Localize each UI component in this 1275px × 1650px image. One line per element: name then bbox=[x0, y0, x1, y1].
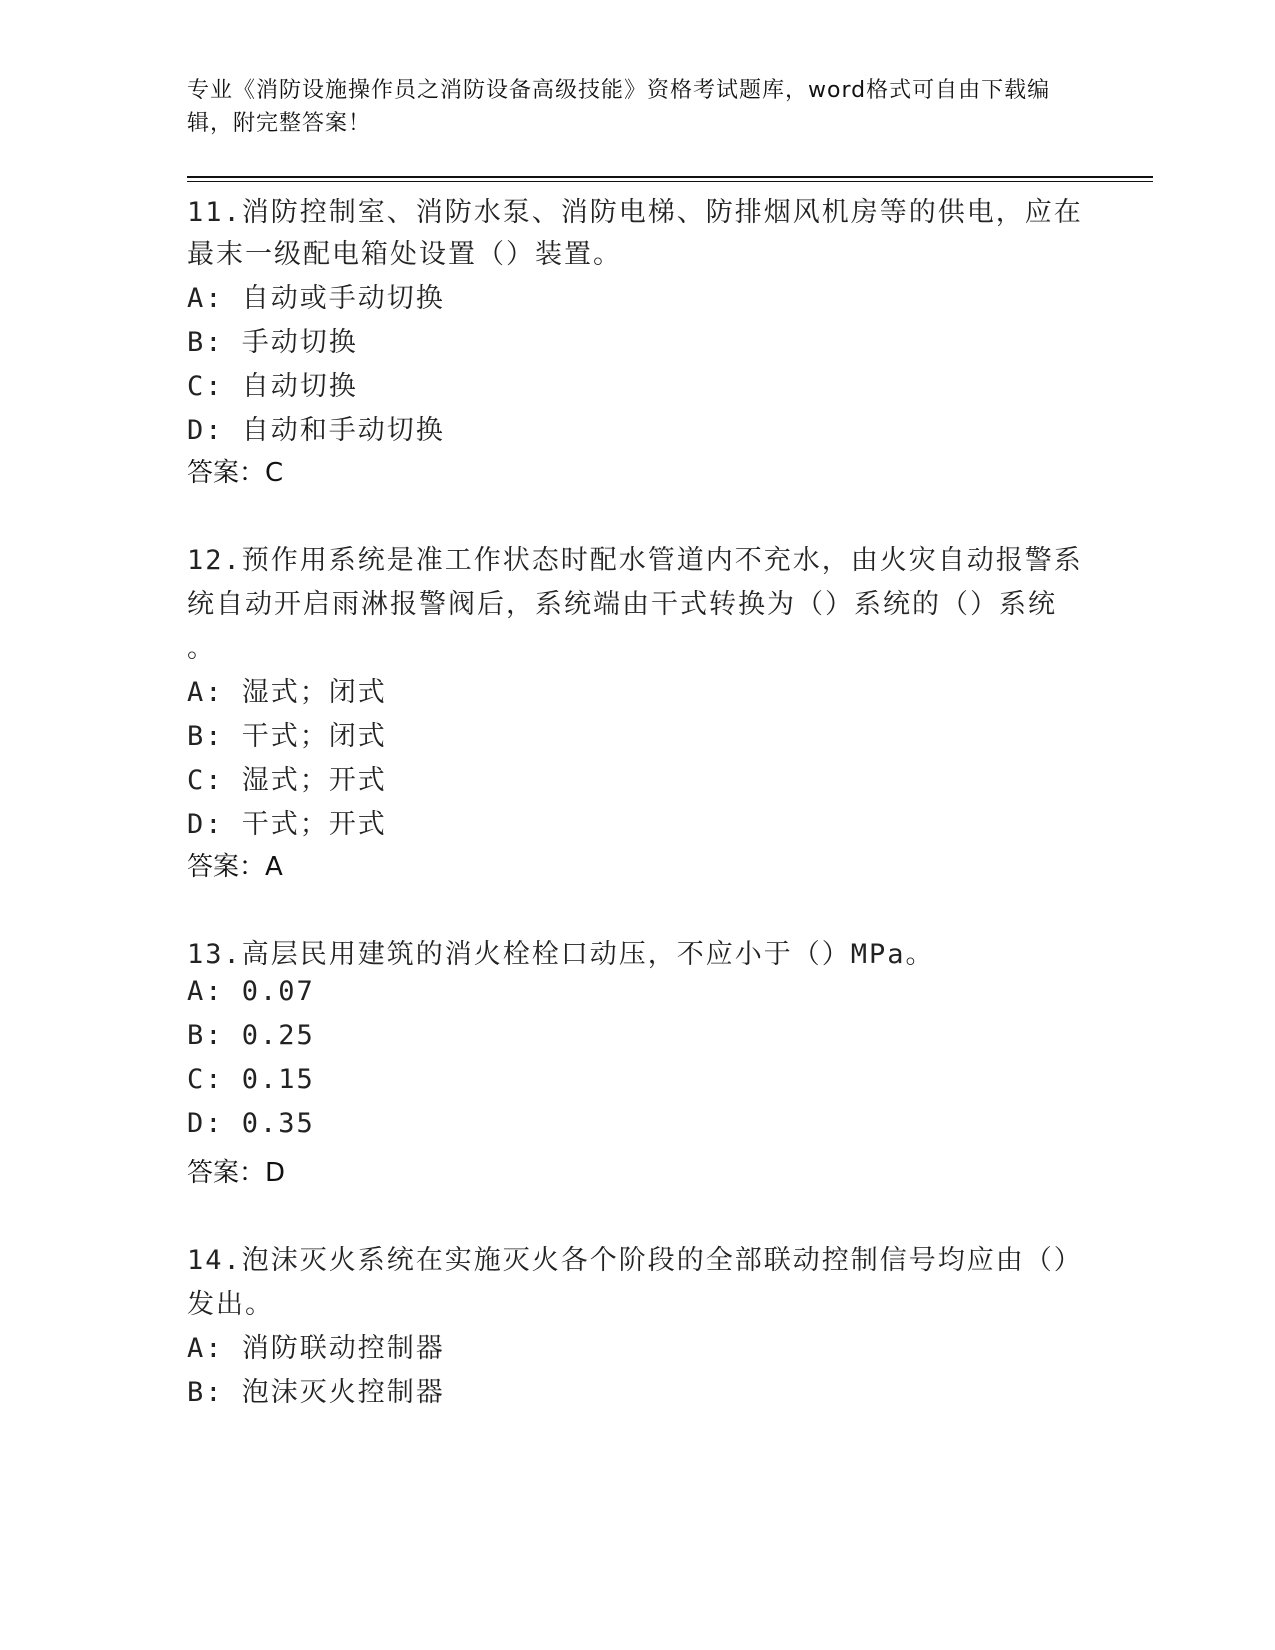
question-12-option-c: C: 湿式；开式 bbox=[187, 765, 387, 796]
question-11-option-b: B: 手动切换 bbox=[187, 327, 358, 358]
header-divider-thick bbox=[187, 176, 1153, 178]
question-12-option-b: B: 干式；闭式 bbox=[187, 721, 387, 752]
question-13-answer: 答案：D bbox=[187, 1158, 286, 1188]
header-divider-thin bbox=[187, 181, 1153, 182]
question-13-option-b: B: 0.25 bbox=[187, 1020, 315, 1051]
question-12-option-a: A: 湿式；闭式 bbox=[187, 677, 387, 708]
question-14-text-line-1: 14.泡沫灭火系统在实施灭火各个阶段的全部联动控制信号均应由（） bbox=[187, 1245, 1083, 1276]
question-12-text-line-1: 12.预作用系统是准工作状态时配水管道内不充水，由火灾自动报警系 bbox=[187, 545, 1083, 576]
question-13-option-a: A: 0.07 bbox=[187, 976, 315, 1007]
question-13-option-c: C: 0.15 bbox=[187, 1064, 315, 1095]
question-11-text-line-1: 11.消防控制室、消防水泵、消防电梯、防排烟风机房等的供电，应在 bbox=[187, 197, 1083, 228]
question-12-text-line-3: 。 bbox=[187, 633, 216, 664]
question-12-option-d: D: 干式；开式 bbox=[187, 809, 387, 840]
question-14-text-line-2: 发出。 bbox=[187, 1289, 274, 1320]
question-14-option-b: B: 泡沫灭火控制器 bbox=[187, 1377, 445, 1408]
document-header: 专业《消防设施操作员之消防设备高级技能》资格考试题库，word格式可自由下载编辑，附完整答案！ bbox=[187, 78, 1051, 136]
question-13-text-line-1: 13.高层民用建筑的消火栓栓口动压，不应小于（）MPa。 bbox=[187, 939, 935, 970]
question-11-option-d: D: 自动和手动切换 bbox=[187, 415, 445, 446]
question-11-option-c: C: 自动切换 bbox=[187, 371, 358, 402]
question-11-option-a: A: 自动或手动切换 bbox=[187, 283, 445, 314]
question-11-answer: 答案：C bbox=[187, 458, 284, 488]
question-11-text-line-2: 最末一级配电箱处设置（）装置。 bbox=[187, 239, 622, 270]
question-12-text-line-2: 统自动开启雨淋报警阀后，系统端由干式转换为（）系统的（）系统 bbox=[187, 589, 1057, 620]
question-12-answer: 答案：A bbox=[187, 852, 283, 882]
question-13-option-d: D: 0.35 bbox=[187, 1108, 315, 1139]
question-14-option-a: A: 消防联动控制器 bbox=[187, 1333, 445, 1364]
